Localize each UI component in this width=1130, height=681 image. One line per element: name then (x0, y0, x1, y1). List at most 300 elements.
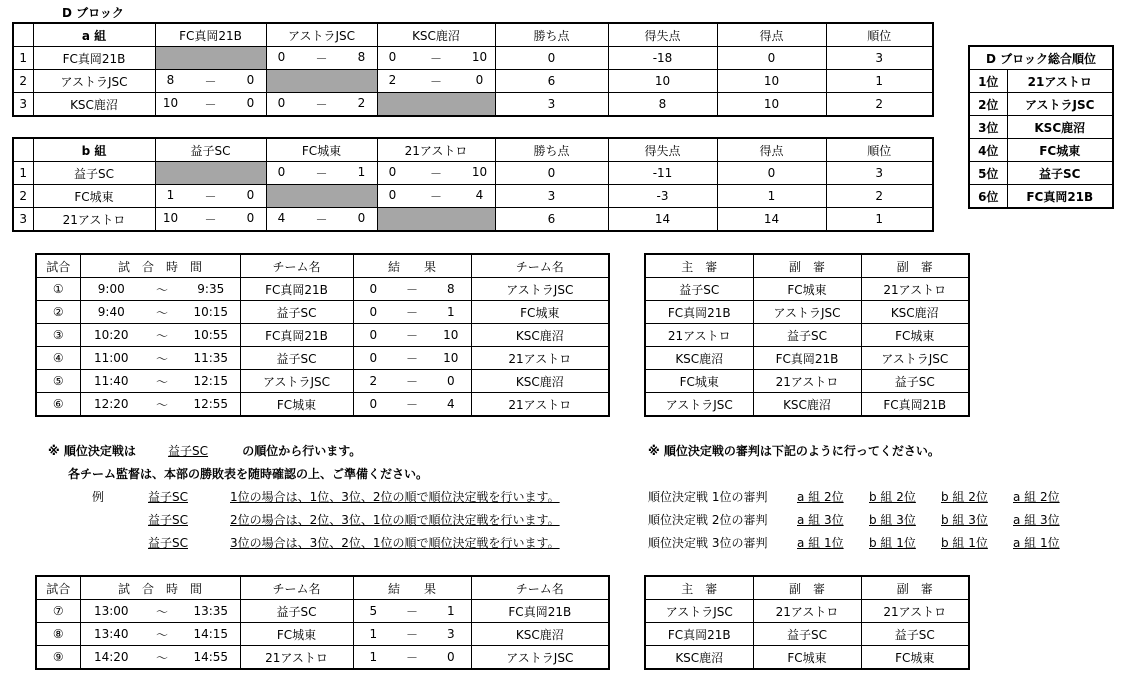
team-b: KSC鹿沼 (471, 623, 609, 646)
schedule-row (36, 600, 609, 623)
match-result (266, 47, 377, 70)
end-time: 14:15 (182, 623, 240, 646)
col-team-b: チーム名 (471, 576, 609, 600)
goal-difference: -3 (608, 185, 717, 208)
time-separator: ～ (142, 393, 182, 417)
score-part: 0 (475, 72, 484, 87)
standings-row (13, 185, 933, 208)
start-time: 14:20 (80, 646, 142, 670)
score-part: － (429, 51, 442, 66)
rank: 1 (826, 208, 933, 232)
main-referee: アストラJSC (645, 600, 753, 623)
example-team: 益子SC (148, 536, 188, 550)
score-part: 0 (388, 49, 397, 64)
points: 6 (495, 70, 608, 93)
team-b: アストラJSC (471, 646, 609, 670)
match-number: ② (36, 301, 80, 324)
assistant-referee-2: アストラJSC (861, 347, 969, 370)
team-name: アストラJSC (33, 70, 155, 93)
assistant-referee-2: FC城東 (861, 646, 969, 670)
score-part: － (204, 97, 217, 112)
schedule-header-row (36, 576, 609, 600)
rank: 2 (826, 93, 933, 117)
schedule-table-2 (35, 575, 610, 670)
referee-rule-item: a 組 3位 (1013, 513, 1060, 527)
note-line-1 (48, 442, 361, 459)
team-b: FC城東 (471, 301, 609, 324)
match-number: ⑥ (36, 393, 80, 417)
score-a: 0 (353, 347, 393, 370)
time-separator: ～ (142, 600, 182, 623)
score-separator: － (393, 278, 431, 301)
col-result: 結 果 (353, 254, 471, 278)
note-line-1-prefix: ※ 順位決定戦は (48, 444, 136, 458)
referee-table-2 (644, 575, 970, 670)
team-a: 21アストロ (240, 646, 353, 670)
col-time: 試 合 時 間 (80, 576, 240, 600)
col-points: 勝ち点 (495, 23, 608, 47)
team-b: KSC鹿沼 (471, 324, 609, 347)
referee-rule-label: 順位決定戦 3位の審判 (648, 536, 768, 550)
referee-rule-item: b 組 2位 (869, 490, 916, 504)
col-team-3: 21アストロ (377, 138, 495, 162)
ranking-team: 21アストロ (1007, 70, 1113, 93)
main-referee: アストラJSC (645, 393, 753, 417)
note-line-1-suffix: の順位から行います。 (242, 444, 362, 458)
score-part: 10 (162, 95, 179, 110)
match-result (377, 70, 495, 93)
goals: 1 (717, 185, 826, 208)
start-time: 13:40 (80, 623, 142, 646)
match-result (377, 162, 495, 185)
start-time: 12:20 (80, 393, 142, 417)
standings-row (13, 93, 933, 117)
score-separator: － (393, 347, 431, 370)
group-b-header-row (13, 138, 933, 162)
score-a: 1 (353, 623, 393, 646)
assistant-referee-2: KSC鹿沼 (861, 301, 969, 324)
time-separator: ～ (142, 623, 182, 646)
assistant-referee-1: 21アストロ (753, 600, 861, 623)
score-part: － (204, 74, 217, 89)
score-part: 10 (471, 164, 488, 179)
referee-table-1 (644, 253, 970, 417)
col-team-a: チーム名 (240, 254, 353, 278)
col-team-1: FC真岡21B (155, 23, 266, 47)
team-name: 益子SC (33, 162, 155, 185)
team-a: FC真岡21B (240, 324, 353, 347)
team-name: KSC鹿沼 (33, 93, 155, 117)
score-part: 0 (388, 187, 397, 202)
score-separator: － (393, 646, 431, 670)
assistant-referee-1: FC真岡21B (753, 347, 861, 370)
match-result (266, 162, 377, 185)
match-result (266, 208, 377, 232)
match-result (377, 93, 495, 117)
end-time: 12:15 (182, 370, 240, 393)
time-separator: ～ (142, 646, 182, 670)
referee-note-title: ※ 順位決定戦の審判は下記のように行ってください。 (648, 444, 940, 458)
start-time: 9:00 (80, 278, 142, 301)
ranking-place: 1位 (969, 70, 1007, 93)
assistant-referee-2: 21アストロ (861, 600, 969, 623)
col-goals: 得点 (717, 23, 826, 47)
standings-row (13, 162, 933, 185)
team-b: 21アストロ (471, 393, 609, 417)
match-number: ⑧ (36, 623, 80, 646)
referee-rule-item: b 組 1位 (869, 536, 916, 550)
start-time: 11:00 (80, 347, 142, 370)
match-result (155, 208, 266, 232)
score-b: 4 (431, 393, 471, 417)
team-a: 益子SC (240, 301, 353, 324)
score-part: － (429, 166, 442, 181)
match-result (155, 47, 266, 70)
score-separator: － (393, 370, 431, 393)
referee-row (645, 278, 969, 301)
col-goal-diff: 得失点 (608, 138, 717, 162)
match-result (266, 93, 377, 117)
score-b: 1 (431, 600, 471, 623)
score-b: 10 (431, 347, 471, 370)
overall-ranking-row (969, 116, 1113, 139)
row-number: 2 (13, 70, 33, 93)
time-separator: ～ (142, 324, 182, 347)
goals: 10 (717, 93, 826, 117)
ranking-team: FC城東 (1007, 139, 1113, 162)
referee-rule-item: a 組 2位 (797, 490, 844, 504)
group-b-standings-table (12, 137, 934, 232)
group-a-label: a 組 (33, 23, 155, 47)
referee-row (645, 301, 969, 324)
col-team-1: 益子SC (155, 138, 266, 162)
score-separator: － (393, 623, 431, 646)
match-result (377, 185, 495, 208)
col-assistant-referee-1: 副 審 (753, 254, 861, 278)
score-part: 0 (246, 95, 255, 110)
match-number: ⑦ (36, 600, 80, 623)
team-name: 21アストロ (33, 208, 155, 232)
score-b: 0 (431, 370, 471, 393)
score-b: 0 (431, 646, 471, 670)
referee-row (645, 370, 969, 393)
score-b: 3 (431, 623, 471, 646)
referee-row (645, 393, 969, 417)
main-referee: FC城東 (645, 370, 753, 393)
col-team-b: チーム名 (471, 254, 609, 278)
score-b: 1 (431, 301, 471, 324)
assistant-referee-1: KSC鹿沼 (753, 393, 861, 417)
ranking-team: 益子SC (1007, 162, 1113, 185)
score-part: 2 (357, 95, 366, 110)
row-number: 3 (13, 93, 33, 117)
score-part: 0 (277, 164, 286, 179)
col-team-3: KSC鹿沼 (377, 23, 495, 47)
col-assistant-referee-2: 副 審 (861, 576, 969, 600)
assistant-referee-2: FC城東 (861, 324, 969, 347)
assistant-referee-2: 21アストロ (861, 278, 969, 301)
col-main-referee: 主 審 (645, 254, 753, 278)
score-part: － (204, 189, 217, 204)
referee-rule-label: 順位決定戦 1位の審判 (648, 490, 768, 504)
ranking-place: 5位 (969, 162, 1007, 185)
team-a: FC真岡21B (240, 278, 353, 301)
score-part: 1 (166, 187, 175, 202)
score-a: 0 (353, 301, 393, 324)
score-part: 0 (246, 210, 255, 225)
assistant-referee-1: アストラJSC (753, 301, 861, 324)
referee-row (645, 646, 969, 670)
score-part: 8 (357, 49, 366, 64)
rank: 2 (826, 185, 933, 208)
score-part: 4 (277, 210, 286, 225)
assistant-referee-1: FC城東 (753, 646, 861, 670)
col-match: 試合 (36, 576, 80, 600)
assistant-referee-1: 益子SC (753, 324, 861, 347)
schedule-table-1 (35, 253, 610, 417)
rank: 3 (826, 47, 933, 70)
score-separator: － (393, 393, 431, 417)
start-time: 10:20 (80, 324, 142, 347)
referee-rule-item: a 組 1位 (1013, 536, 1060, 550)
time-separator: ～ (142, 301, 182, 324)
goal-difference: 10 (608, 70, 717, 93)
end-time: 14:55 (182, 646, 240, 670)
example-text: 3位の場合は、3位、2位、1位の順で順位決定戦を行います。 (230, 536, 560, 550)
main-referee: FC真岡21B (645, 623, 753, 646)
assistant-referee-2: 益子SC (861, 370, 969, 393)
score-part: 0 (277, 49, 286, 64)
col-assistant-referee-2: 副 審 (861, 254, 969, 278)
score-part: － (429, 74, 442, 89)
score-part: 1 (357, 164, 366, 179)
goals: 0 (717, 47, 826, 70)
schedule-row (36, 324, 609, 347)
col-assistant-referee-1: 副 審 (753, 576, 861, 600)
score-a: 1 (353, 646, 393, 670)
col-rank: 順位 (826, 138, 933, 162)
schedule-row (36, 393, 609, 417)
ranking-team: アストラJSC (1007, 93, 1113, 116)
points: 0 (495, 162, 608, 185)
schedule-row (36, 278, 609, 301)
time-separator: ～ (142, 278, 182, 301)
score-b: 8 (431, 278, 471, 301)
example-text: 1位の場合は、1位、3位、2位の順で順位決定戦を行います。 (230, 490, 560, 504)
score-a: 0 (353, 393, 393, 417)
standings-row (13, 47, 933, 70)
assistant-referee-1: 21アストロ (753, 370, 861, 393)
ranking-place: 2位 (969, 93, 1007, 116)
assistant-referee-2: 益子SC (861, 623, 969, 646)
points: 0 (495, 47, 608, 70)
referee-row (645, 623, 969, 646)
schedule-row (36, 370, 609, 393)
score-part: 8 (166, 72, 175, 87)
row-number: 1 (13, 162, 33, 185)
end-time: 11:35 (182, 347, 240, 370)
main-referee: KSC鹿沼 (645, 646, 753, 670)
schedule-row (36, 623, 609, 646)
score-part: － (315, 51, 328, 66)
score-part: 2 (388, 72, 397, 87)
rank: 1 (826, 70, 933, 93)
points: 3 (495, 185, 608, 208)
referee-rule-item: b 組 2位 (941, 490, 988, 504)
referee-row (645, 324, 969, 347)
col-match: 試合 (36, 254, 80, 278)
overall-ranking-table (968, 45, 1114, 209)
referee-rule-item: b 組 3位 (869, 513, 916, 527)
referee-row (645, 347, 969, 370)
end-time: 9:35 (182, 278, 240, 301)
referee-rule-item: b 組 3位 (941, 513, 988, 527)
team-a: FC城東 (240, 393, 353, 417)
end-time: 12:55 (182, 393, 240, 417)
score-part: 10 (471, 49, 488, 64)
col-result: 結 果 (353, 576, 471, 600)
score-part: 0 (357, 210, 366, 225)
row-number: 3 (13, 208, 33, 232)
ranking-team: FC真岡21B (1007, 185, 1113, 209)
overall-ranking-row (969, 185, 1113, 209)
end-time: 10:15 (182, 301, 240, 324)
score-separator: － (393, 600, 431, 623)
ranking-place: 6位 (969, 185, 1007, 209)
time-separator: ～ (142, 347, 182, 370)
score-part: － (315, 166, 328, 181)
score-separator: － (393, 324, 431, 347)
match-result (155, 93, 266, 117)
schedule-row (36, 646, 609, 670)
col-goals: 得点 (717, 138, 826, 162)
points: 3 (495, 93, 608, 117)
schedule-row (36, 301, 609, 324)
assistant-referee-2: FC真岡21B (861, 393, 969, 417)
match-result (155, 185, 266, 208)
match-number: ⑨ (36, 646, 80, 670)
goals: 10 (717, 70, 826, 93)
score-part: － (315, 97, 328, 112)
score-a: 0 (353, 278, 393, 301)
referee-rule-item: b 組 1位 (941, 536, 988, 550)
match-result (155, 70, 266, 93)
assistant-referee-1: 益子SC (753, 623, 861, 646)
match-result (377, 208, 495, 232)
match-number: ③ (36, 324, 80, 347)
group-b-label: b 組 (33, 138, 155, 162)
schedule-row (36, 347, 609, 370)
score-part: 0 (388, 164, 397, 179)
team-a: 益子SC (240, 600, 353, 623)
group-a-header-row (13, 23, 933, 47)
team-name: FC城東 (33, 185, 155, 208)
assistant-referee-1: FC城東 (753, 278, 861, 301)
goal-difference: 8 (608, 93, 717, 117)
match-result (266, 185, 377, 208)
col-team-2: アストラJSC (266, 23, 377, 47)
standings-row (13, 70, 933, 93)
note-line-1-team: 益子SC (168, 444, 209, 458)
main-referee: 21アストロ (645, 324, 753, 347)
team-b: 21アストロ (471, 347, 609, 370)
match-result (266, 70, 377, 93)
referee-rule-label: 順位決定戦 2位の審判 (648, 513, 768, 527)
col-rank: 順位 (826, 23, 933, 47)
goal-difference: 14 (608, 208, 717, 232)
example-team: 益子SC (148, 490, 188, 504)
start-time: 9:40 (80, 301, 142, 324)
overall-ranking-row (969, 162, 1113, 185)
match-result (155, 162, 266, 185)
team-a: FC城東 (240, 623, 353, 646)
ranking-team: KSC鹿沼 (1007, 116, 1113, 139)
note-line-2: 各チーム監督は、本部の勝敗表を随時確認の上、ご準備ください。 (68, 467, 429, 481)
goals: 14 (717, 208, 826, 232)
referee-header-row (645, 254, 969, 278)
goals: 0 (717, 162, 826, 185)
score-part: 0 (246, 187, 255, 202)
ranking-place: 4位 (969, 139, 1007, 162)
match-result (377, 47, 495, 70)
match-number: ① (36, 278, 80, 301)
overall-ranking-row (969, 93, 1113, 116)
main-referee: 益子SC (645, 278, 753, 301)
match-number: ⑤ (36, 370, 80, 393)
main-referee: KSC鹿沼 (645, 347, 753, 370)
col-team-a: チーム名 (240, 576, 353, 600)
col-goal-diff: 得失点 (608, 23, 717, 47)
col-team-2: FC城東 (266, 138, 377, 162)
referee-header-row (645, 576, 969, 600)
score-part: － (315, 212, 328, 227)
score-a: 2 (353, 370, 393, 393)
score-part: － (429, 189, 442, 204)
team-b: FC真岡21B (471, 600, 609, 623)
group-a-standings-table (12, 22, 934, 117)
match-number: ④ (36, 347, 80, 370)
goal-difference: -18 (608, 47, 717, 70)
score-part: 0 (277, 95, 286, 110)
overall-ranking-row (969, 139, 1113, 162)
score-part: 0 (246, 72, 255, 87)
rank: 3 (826, 162, 933, 185)
example-text: 2位の場合は、2位、3位、1位の順で順位決定戦を行います。 (230, 513, 560, 527)
score-a: 0 (353, 324, 393, 347)
team-b: KSC鹿沼 (471, 370, 609, 393)
score-a: 5 (353, 600, 393, 623)
main-referee: FC真岡21B (645, 301, 753, 324)
col-time: 試 合 時 間 (80, 254, 240, 278)
start-time: 11:40 (80, 370, 142, 393)
time-separator: ～ (142, 370, 182, 393)
block-title: D ブロック (62, 6, 124, 20)
referee-rule-item: a 組 1位 (797, 536, 844, 550)
team-b: アストラJSC (471, 278, 609, 301)
score-part: 4 (475, 187, 484, 202)
example-label: 例 (92, 490, 105, 504)
score-part: 10 (162, 210, 179, 225)
goal-difference: -11 (608, 162, 717, 185)
referee-rule-item: a 組 3位 (797, 513, 844, 527)
col-main-referee: 主 審 (645, 576, 753, 600)
referee-rule-item: a 組 2位 (1013, 490, 1060, 504)
team-a: アストラJSC (240, 370, 353, 393)
example-team: 益子SC (148, 513, 188, 527)
end-time: 10:55 (182, 324, 240, 347)
end-time: 13:35 (182, 600, 240, 623)
overall-ranking-row (969, 70, 1113, 93)
